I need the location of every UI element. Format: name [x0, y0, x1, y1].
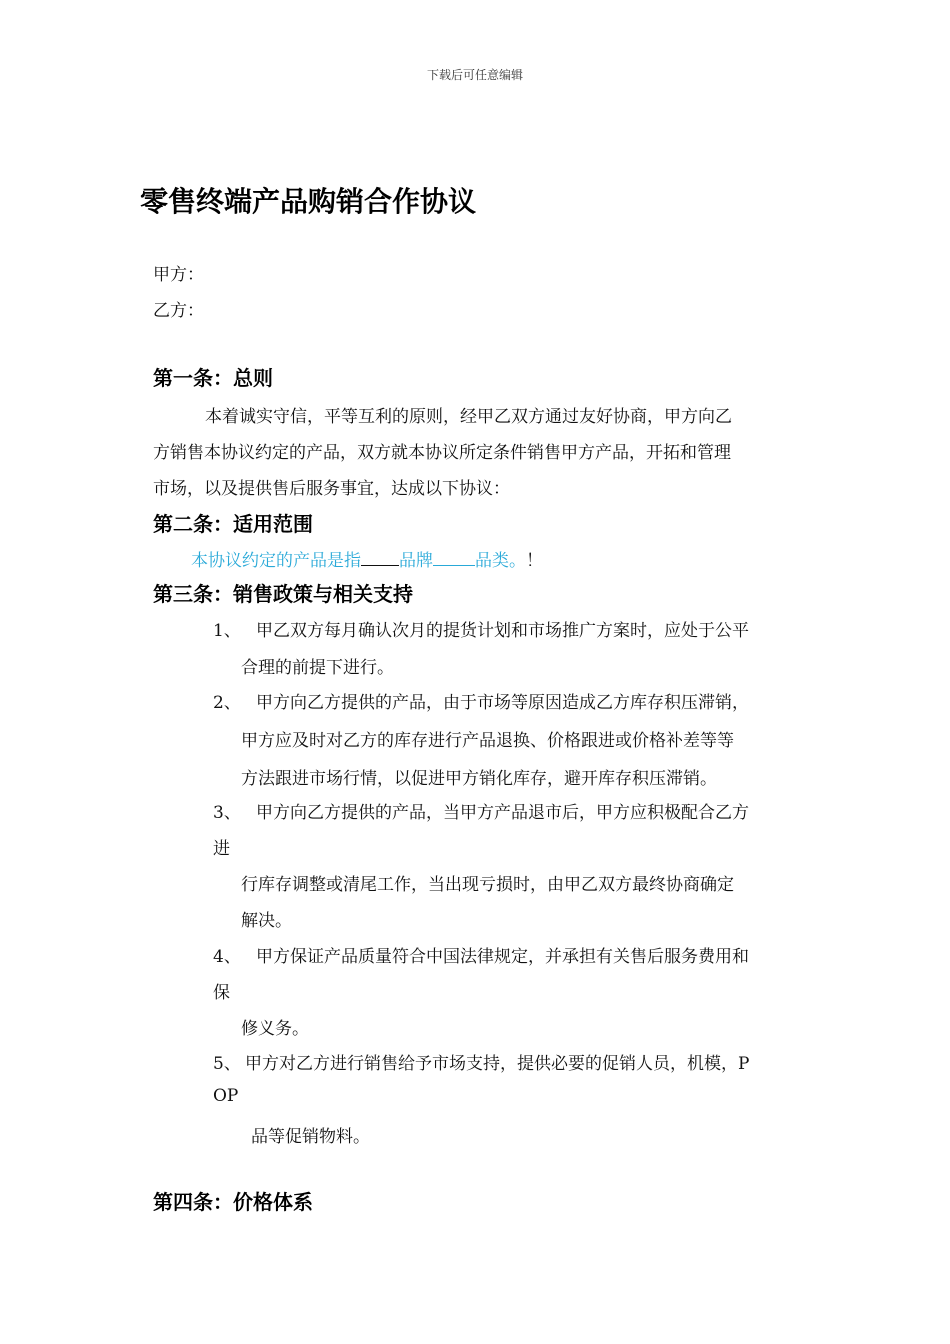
item-line: 合理的前提下进行。 — [241, 658, 394, 678]
item-line: 甲方对乙方进行销售给予市场支持，提供必要的促销人员，机模，P — [245, 1054, 750, 1074]
category-blank — [433, 549, 475, 566]
item-line: 修义务。 — [241, 1019, 309, 1039]
item-line: 品等促销物料。 — [251, 1127, 370, 1147]
item-line: 保 — [213, 983, 230, 1003]
article4-heading: 第四条：价格体系 — [153, 1190, 313, 1214]
article1-heading: 第一条：总则 — [153, 366, 273, 390]
party-b-label: 乙方： — [153, 301, 204, 321]
header-note: 下载后可任意编辑 — [426, 68, 523, 82]
scope-text-2: 品牌 — [399, 551, 433, 571]
scope-text-3: 品类。 — [475, 551, 526, 571]
item-line: 甲乙双方每月确认次月的提货计划和市场推广方案时，应处于公平 — [256, 621, 749, 641]
item-line: 进 — [213, 839, 230, 859]
article1-line: 市场，以及提供售后服务事宜，达成以下协议： — [153, 479, 510, 499]
party-a-label: 甲方： — [153, 265, 204, 285]
brand-blank — [361, 549, 399, 566]
item-line: 方法跟进市场行情，以促进甲方销化库存，避开库存积压滞销。 — [241, 769, 717, 789]
article2-scope-line — [191, 546, 543, 571]
article2-heading: 第二条：适用范围 — [153, 512, 313, 536]
item-line: 甲方应及时对乙方的库存进行产品退换、价格跟进或价格补差等等 — [241, 731, 734, 751]
article3-heading: 第三条：销售政策与相关支持 — [153, 582, 413, 606]
item-number: 3、 — [213, 803, 241, 823]
scope-tail: ！ — [526, 551, 543, 571]
scope-text-1: 本协议约定的产品是指 — [191, 551, 361, 571]
item-line: 甲方向乙方提供的产品，当甲方产品退市后，甲方应积极配合乙方 — [256, 803, 749, 823]
item-number: 5、 — [213, 1054, 241, 1074]
item-line: 解决。 — [241, 911, 292, 931]
article1-line: 方销售本协议约定的产品，双方就本协议所定条件销售甲方产品，开拓和管理 — [153, 443, 731, 463]
article1-line: 本着诚实守信，平等互利的原则，经甲乙双方通过友好协商，甲方向乙 — [205, 407, 732, 427]
document-title: 零售终端产品购销合作协议 — [140, 185, 477, 218]
item-line: 行库存调整或清尾工作，当出现亏损时，由甲乙双方最终协商确定 — [241, 875, 734, 895]
item-number: 4、 — [213, 947, 241, 967]
item-number: 1、 — [213, 621, 241, 641]
item-line: OP — [213, 1086, 239, 1106]
item-number: 2、 — [213, 693, 241, 713]
item-line: 甲方保证产品质量符合中国法律规定，并承担有关售后服务费用和 — [256, 947, 749, 967]
item-line: 甲方向乙方提供的产品，由于市场等原因造成乙方库存积压滞销， — [256, 693, 749, 713]
